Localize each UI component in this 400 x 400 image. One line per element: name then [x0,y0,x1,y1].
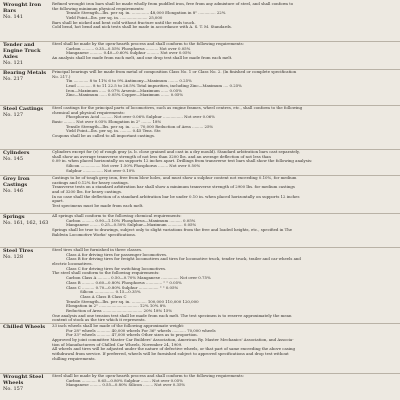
section-body [52,214,400,248]
text-line: Class C .......... 0.70—0.80% Sulphur ................ " " 0.05% [66,285,179,290]
text-line: No. 217.) [52,74,71,79]
section-heading [0,248,52,324]
text-line: Steel shall be made by the open-hearth process and shall conform to the following requirements: [52,42,244,46]
section-heading [0,374,52,400]
section-heading [0,70,52,106]
section-body [52,42,400,70]
text-line: For 33" wheels ........... 47,000 wheels Other sizes as to proportion. [66,333,198,338]
text-line: Class B .......... 0.60—0.80% Phosphorus ............. " " 0.05% [66,280,182,285]
spec-number: No. 128 [3,254,24,260]
spec-number: No. 141 [3,14,24,20]
text-line: Class A Class B Class C [80,294,127,299]
text-line: Steel tires shall be furnished in three classes. [52,248,143,252]
section-title: Tender and Engine Truck Axles [3,42,41,60]
text-line: 33 inch wheels shall be made of the following approximate weight: [52,324,185,328]
section-body [52,176,400,214]
text-line: Baldwin Locomotive Works' specifications. [52,232,137,237]
section-title: Chilled Wheels [3,324,46,330]
text-line: shall show an average transverse strength of not less than 3200 lbs. and an average deflection of not less than [52,154,271,159]
text-line: Tensile Strength—lbs. per sq. in. ...... 70,000 Reduction of Area ......... 25% [66,124,214,129]
section-title: Springs [3,214,25,220]
section-cylinders [0,150,400,176]
section-title: Grey Iron Castings [3,176,30,188]
text-line: electric locomotives. [52,262,93,267]
text-line: Springs shall be true to drawings, subject only to slight variations from the free and loaded heights, etc., specified in The [52,228,293,233]
text-line: In no case shall the deflection of a standard arbitration bar be under 0.10 in. when placed horizontally on supports 12 inches [52,194,300,199]
text-line: Yield Point—lbs. per sq. in. ......... 0.45 Tens. Str. [66,129,162,134]
spec-number: No. 127 [3,112,24,118]
section-wrought-steel-wheels [0,374,400,400]
text-line: content of stock as the tire which it represents. [52,318,146,323]
text-line: Tin ............ 8 to 11% 6 to 9% Antimony—Maximum ........ 0.25% [66,79,192,84]
section-body [52,150,400,176]
section-chilled-wheels [0,324,400,374]
section-body [52,106,400,150]
text-line: Cold bend, hot bend and nick tests shall be made in accordance with A. S. T. M. Standards. [52,25,233,30]
text-line: Transverse tests on a standard arbitration bar shall show a minimum transverse strength of 2900 lbs. for medium castings [52,185,295,190]
text-line: Steel shall be made by the open-hearth process and shall conform to the following requirements: [52,374,244,378]
text-line: Cylinders except for (e) of rough gray (a. b. close grained and cast in a dry mould). Standard arbitration bars cast separately, [52,150,300,154]
text-line: An analysis shall be made from each melt, and one drop test shall be made from each melt. [52,56,233,61]
section-steel-tires [0,248,400,324]
text-line: Carbon ............ 0.65—0.80% Sulphur ........ Not over 0.05% [66,378,183,383]
section-body [52,2,400,42]
spec-number: No. 157 [3,386,24,392]
text-line: Refined wrought iron bars shall be made wholly from puddled iron, free from any admixture of steel, and shall conform to [52,2,294,6]
section-heading [0,106,52,150]
section-title: Cylinders [3,150,30,156]
text-line: Principal bearings will be made from metal of composition Class No. 1 or Class No. 2. (In finished or complete specification [52,70,297,74]
text-line: Carbon Class A .......... 0.50—0.70% Manganese .............. Not over 0.75% [66,276,211,281]
section-title: Steel Tires [3,248,34,254]
text-line: Carbon .......... 0.90—1.10% Phosphorus—Maximum .......... 0.05% [66,218,196,223]
section-steel-castings [0,106,400,150]
text-line: Zinc—Maximum ...... 0.05% Copper—Maximum ....... 0.05% [66,93,184,98]
section-title: Bearing Metals [3,70,47,76]
text-line: One analysis and one tension test shall be made from each melt. The test specimen is to reserve approximately the mean [52,313,292,318]
section-wrought-iron-bars [0,2,400,42]
text-line: chemical and physical requirements: [52,110,125,115]
text-line: Castings to be of tough grey iron, free from blow holes, and must show a sulphur content not exceeding 0.10%, for medium [52,176,297,180]
section-body [52,324,400,374]
text-line: Reduction of Area ................................ 20% 18% 15% [66,308,173,313]
text-line: Bars shall be nicked and bent cold without fracture until the ends touch. [52,20,196,25]
section-heading [0,150,52,176]
section-heading [0,176,52,214]
text-line: Yield Point—lbs. per sq. in. ...................... 25,000 [66,16,163,21]
spec-number: No. 161, 162, 163 [3,220,49,226]
text-line: Basic ......... Not over 0.05% Elongation in 2" ........ 18% [52,120,162,125]
section-body [52,374,400,400]
text-line: Lead ............ 8 to 11 22.5 to 26.5% Total impurities, including Zinc—Maximum .... 0.25% [66,84,242,89]
text-line: Phosphorus Acid .......... Not over 0.06% Sulphur ................ Not over 0.06% [66,115,215,120]
section-tender-engine-truck-axles [0,42,400,70]
text-line: Elongation in 2" ................................ 12% 10% 8% [66,304,166,309]
text-line: Manganese .......... 0.40—0.60% Sulphur .......... Not over 0.05% [66,51,192,56]
spec-number: No. 145 [3,156,24,162]
section-title: Steel Castings [3,106,44,112]
text-line: Manganese ......... 0.55—0.80% Silicon ........ Not over 0.35% [66,383,186,388]
text-line: Silicon ................ Not over 1.50% Phosphorus ........ Not over 0.50% [66,164,201,169]
text-line: castings and 0.12% for heavy castings. [52,180,129,185]
text-line: apart. [52,199,64,204]
text-line: Approved by joint committee Master Car Builders' Association, American Ry. Master Mechanics' Association, and Associa- [52,338,294,343]
text-line: Manganese ........ 0.25—0.50% Sulphur—Maximum ............ 0.05% [66,223,197,228]
section-title: Wrought Iron Bars [3,2,42,14]
section-springs [0,214,400,248]
text-line: Silicon ................ 0.15—0.35% [80,290,141,295]
text-line: For 28" wheels ........... 40,000 wheels For 36" wheels ........... 70,000 wheels [66,328,216,333]
spec-number: No. 146 [3,188,24,194]
text-line: chilling requirements. [52,356,96,361]
text-line: Carbon .......... 0.35—0.55% Phosphorus .......... Not over 0.05% [66,46,191,51]
text-line: Coupons shall be as called to all important castings. [52,134,156,139]
text-line: Tensile Strength—lbs. per sq. in. ............ 100,000 110,000 120,000 [66,299,199,304]
text-line: and of 3200 lbs. for heavy castings. [52,190,123,195]
section-body [52,70,400,106]
text-line: the following minimum physical requirements: [52,6,145,11]
section-grey-iron-castings [0,176,400,214]
text-line: All springs shall conform to the following chemical requirements: [52,214,182,218]
section-body [52,248,400,324]
section-heading [0,214,52,248]
text-line: Iron—Maximum ...... 0.07% Arsenic—Maximum ...... 0.05% [66,88,182,93]
text-line: withdrawal from service. If preferred, wheels will be furnished subject to approved specifications and drop test without [52,352,289,357]
text-line: tion of Manufacturers of Chilled Car Wheels, November 24, 1909. [52,342,183,347]
text-line: The steel shall conform to the following requirements: [52,271,160,276]
section-heading [0,42,52,70]
section-heading [0,324,52,374]
section-title: Wrought Steel Wheels [3,374,44,386]
section-heading [0,2,52,42]
section-bearing-metals [0,70,400,106]
spec-number: No. 121 [3,60,24,66]
text-line: Sulphur ................ Not over 0.10% [66,168,135,173]
text-line: All wheels and tires will be adjusted under the nature of defective wheels, or that part of same exceeding the above casing [52,347,296,352]
text-line: 0.09 in. when placed horizontally on supports 12 inches apart. Drillings from transverse test bars shall show the following analysis: [52,159,313,164]
text-line: Tensile Strength—lbs. per sq. in. .............. 48,000 Elongation in 8" .............. 22% [66,11,226,16]
text-line: Test specimens must be made from each melt. [52,204,144,209]
text-line: Class C for driving tires for switching locomotives. [66,266,167,271]
spec-number: No. 217 [3,76,24,82]
text-line: Steel castings for the principal parts of locomotives, such as engine frames, wheel centres, etc., shall conform to the following [52,106,303,110]
text-line: Class A for driving tires for passenger locomotives. [66,252,168,257]
text-line: Class B for driving tires for freight locomotives and tires for locomotive truck, tender truck, trailer and car wheels and [66,257,301,262]
